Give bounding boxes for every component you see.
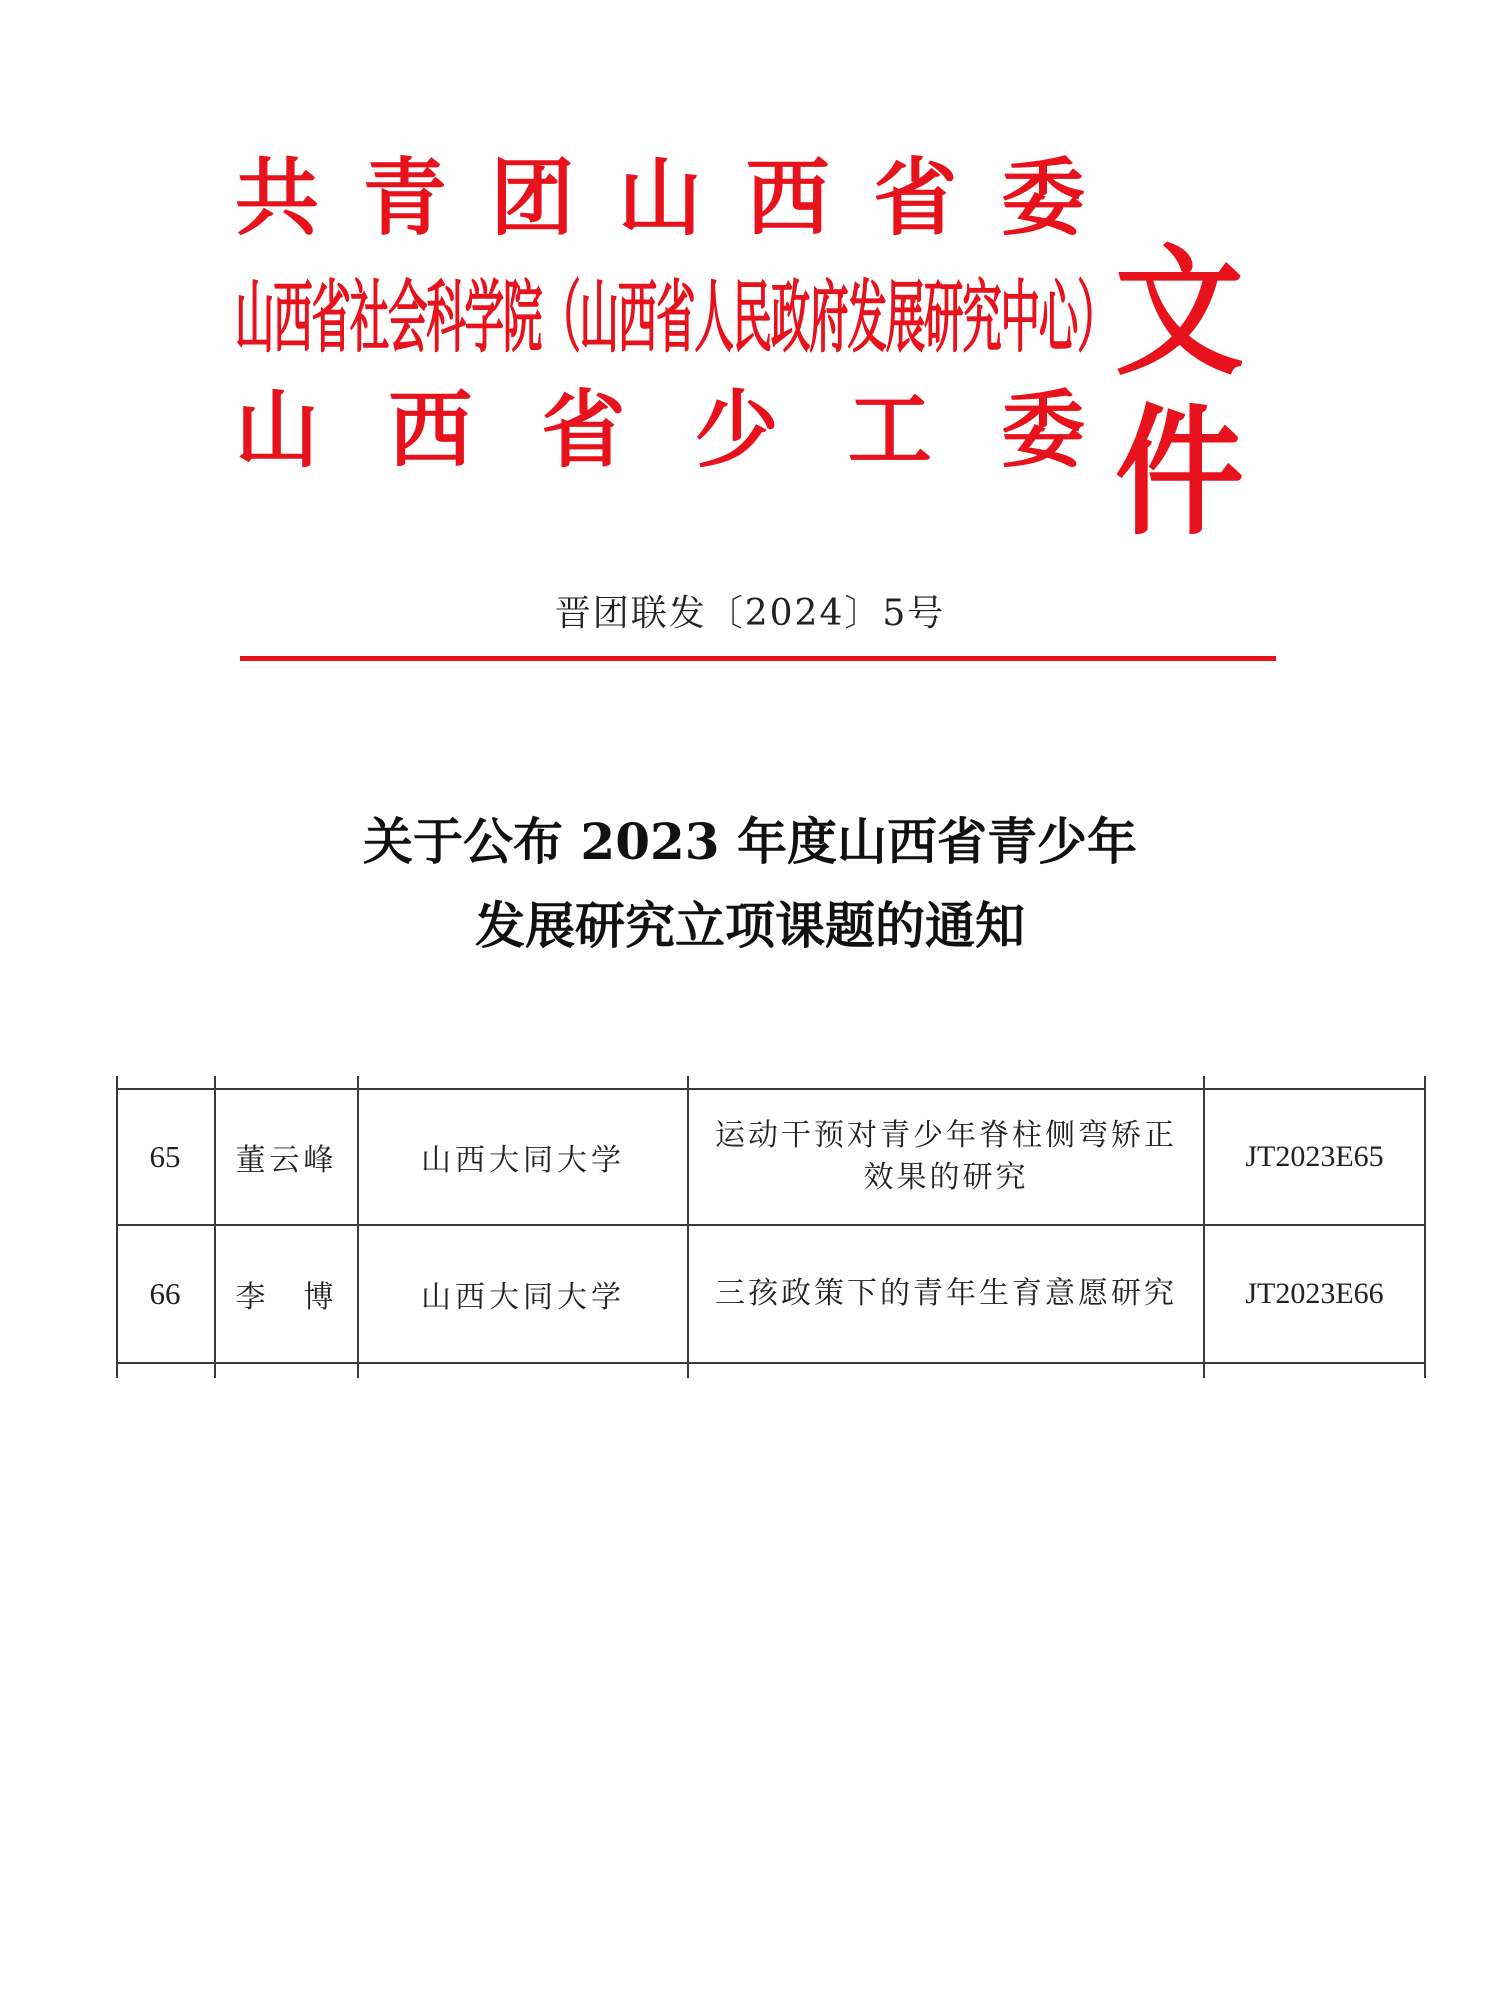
masthead-char: 省 [541, 380, 626, 479]
table-vertical-rule [1424, 1076, 1426, 1378]
row-name: 董云峰 [235, 1143, 338, 1178]
masthead-char: 委 [1000, 380, 1085, 479]
row-topic-line-2: 效果的研究 [863, 1160, 1029, 1195]
row-index: 65 [149, 1139, 181, 1174]
masthead-doc-suffix: 文件 [1115, 231, 1244, 555]
masthead-org-line-1 [235, 148, 1085, 248]
masthead-char: 西 [388, 380, 473, 479]
row-code: JT2023E65 [1245, 1140, 1384, 1173]
masthead-char: 共 [235, 148, 320, 247]
title-line-1: 关于公布 2023 年度山西省青少年 [363, 812, 1137, 871]
red-divider-rule [240, 656, 1276, 661]
row-institution: 山西大同大学 [421, 1280, 625, 1315]
row-topic: 三孩政策下的青年生育意愿研究 [715, 1276, 1177, 1311]
row-index: 66 [149, 1276, 181, 1311]
masthead-char: 团 [490, 148, 575, 247]
masthead-char: 少 [694, 380, 779, 479]
masthead-char: 山 [235, 380, 320, 479]
document-number: 晋团联发〔2024〕5号 [554, 593, 946, 634]
masthead-char: 工 [847, 380, 932, 479]
title-line-2: 发展研究立项课题的通知 [475, 896, 1025, 955]
project-table [116, 1076, 1426, 1378]
masthead-char: 省 [873, 148, 958, 247]
row-code: JT2023E66 [1245, 1277, 1384, 1310]
table-horizontal-rule [116, 1362, 1426, 1364]
masthead-char: 青 [362, 148, 447, 247]
row-institution: 山西大同大学 [421, 1143, 625, 1178]
masthead-org-line-2: 山西省社会科学院（山西省人民政府发展研究中心） [235, 272, 1116, 364]
masthead-org-line-3 [235, 380, 1085, 480]
row-topic-line-1: 运动干预对青少年脊柱侧弯矫正 [715, 1118, 1177, 1153]
row-name: 李 博 [235, 1280, 338, 1315]
masthead-char: 委 [1000, 148, 1085, 247]
masthead-char: 西 [745, 148, 830, 247]
masthead-char: 山 [617, 148, 702, 247]
masthead [235, 138, 1295, 555]
row-topic [689, 1090, 1203, 1224]
document-title [0, 800, 1500, 968]
